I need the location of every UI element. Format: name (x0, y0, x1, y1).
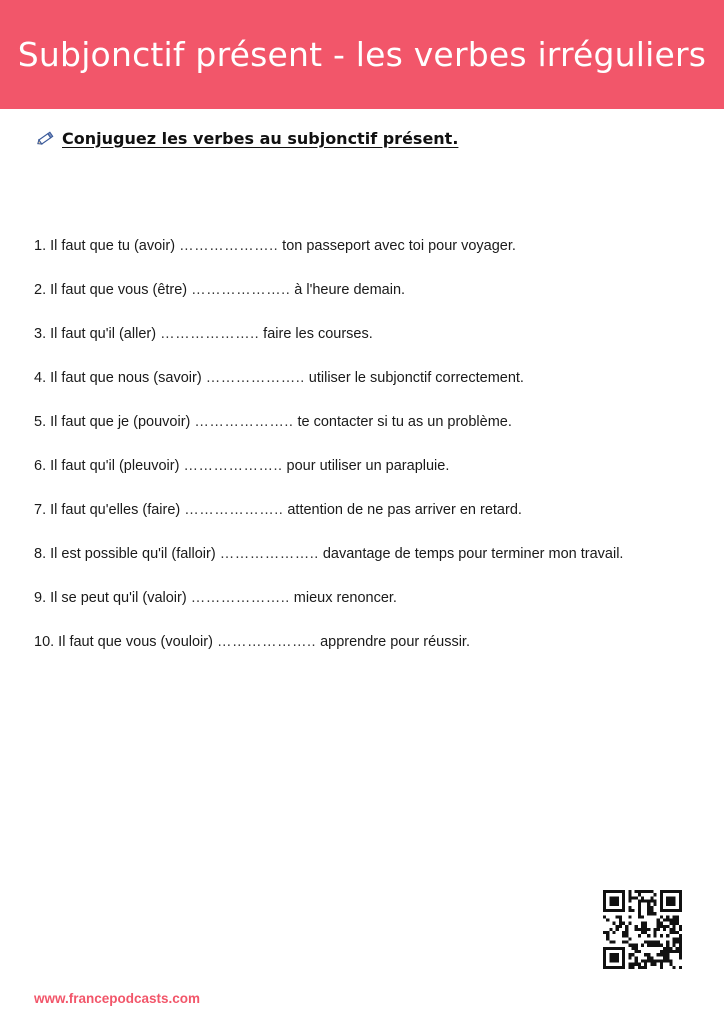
instruction-text: Conjuguez les verbes au subjonctif présent. (62, 128, 459, 148)
exercise-continuation: pour utiliser un parapluie. (286, 458, 450, 474)
exercise-prompt: 6. Il faut qu'il (pleuvoir) (34, 458, 180, 474)
answer-blank[interactable]: ……………….. (184, 502, 284, 518)
exercise-continuation: mieux renoncer. (293, 590, 397, 606)
exercise-continuation: attention de ne pas arriver en retard. (287, 502, 522, 518)
answer-blank[interactable]: ……………….. (160, 326, 260, 342)
header-banner (0, 0, 724, 109)
exercise-prompt: 7. Il faut qu'elles (faire) (34, 502, 181, 518)
footer-website-link[interactable]: www.francepodcasts.com (34, 991, 201, 1006)
exercise-item (34, 324, 623, 368)
answer-blank[interactable]: ……………….. (216, 634, 317, 650)
exercise-item (34, 588, 623, 632)
exercise-continuation: à l'heure demain. (294, 282, 406, 298)
qr-code-icon[interactable] (603, 890, 682, 969)
exercise-continuation: apprendre pour réussir. (320, 634, 470, 650)
exercise-continuation: ton passeport avec toi pour voyager. (282, 238, 516, 254)
exercise-item (34, 368, 623, 412)
exercise-continuation: faire les courses. (263, 326, 373, 342)
page-title: Subjonctif présent - les verbes irréguliers (17, 35, 707, 74)
answer-blank[interactable]: ……………….. (183, 458, 283, 474)
answer-blank[interactable]: ……………….. (194, 414, 294, 430)
answer-blank[interactable]: ……………….. (219, 546, 319, 562)
exercise-item (34, 280, 623, 324)
exercise-continuation: te contacter si tu as un problème. (297, 414, 512, 430)
exercise-list (34, 236, 623, 676)
exercise-prompt: 2. Il faut que vous (être) (34, 282, 188, 298)
answer-blank[interactable]: ……………….. (190, 590, 290, 606)
exercise-item (34, 456, 623, 500)
exercise-prompt: 8. Il est possible qu'il (falloir) (34, 546, 216, 562)
exercise-item (34, 412, 623, 456)
pencil-icon (36, 128, 56, 148)
exercise-item (34, 632, 623, 676)
instruction (36, 128, 458, 148)
exercise-item (34, 500, 623, 544)
answer-blank[interactable]: ……………….. (191, 282, 291, 298)
exercise-continuation: davantage de temps pour terminer mon travail. (322, 546, 624, 562)
answer-blank[interactable]: ……………….. (205, 370, 305, 386)
exercise-prompt: 4. Il faut que nous (savoir) (34, 370, 202, 386)
exercise-prompt: 1. Il faut que tu (avoir) (34, 238, 176, 254)
exercise-prompt: 3. Il faut qu'il (aller) (34, 326, 157, 342)
exercise-prompt: 10. Il faut que vous (vouloir) (34, 634, 213, 650)
exercise-item (34, 544, 623, 588)
answer-blank[interactable]: ……………….. (179, 238, 279, 254)
exercise-prompt: 5. Il faut que je (pouvoir) (34, 414, 191, 430)
exercise-item (34, 236, 623, 280)
exercise-continuation: utiliser le subjonctif correctement. (308, 370, 524, 386)
exercise-prompt: 9. Il se peut qu'il (valoir) (34, 590, 187, 606)
